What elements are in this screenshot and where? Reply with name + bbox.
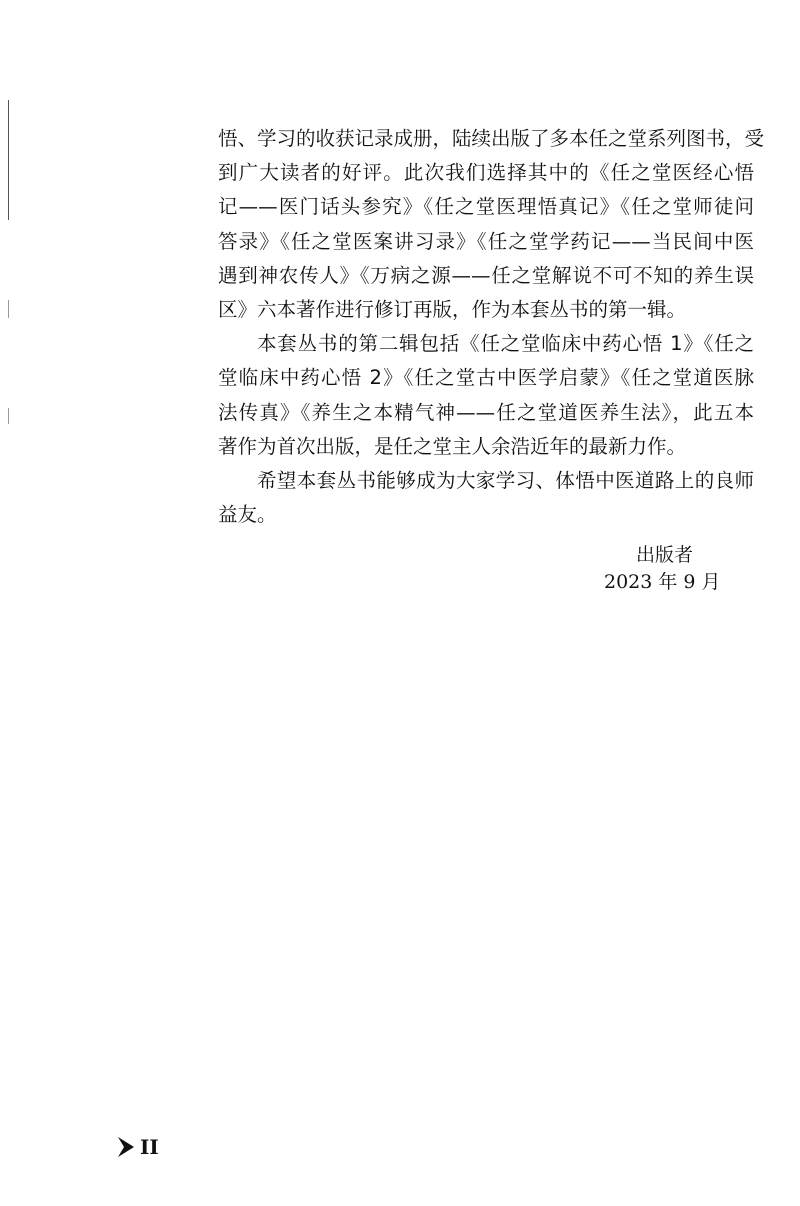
body-line: 遇到神农传人》《万病之源——任之堂解说不可不知的养生误 <box>218 263 754 287</box>
scan-edge-line <box>8 100 9 220</box>
page-arrow-icon <box>116 1136 136 1158</box>
body-line: 到广大读者的好评。此次我们选择其中的《任之堂医经心悟 <box>218 161 754 185</box>
signature-date: 2023 年 9 月 <box>604 571 721 593</box>
page-footer <box>116 1133 166 1161</box>
body-line: 答录》《任之堂医案讲习录》《任之堂学药记——当民间中医 <box>218 229 754 253</box>
page-number: II <box>140 1135 159 1159</box>
body-line: 堂临床中药心悟 2》《任之堂古中医学启蒙》《任之堂道医脉 <box>218 366 754 390</box>
body-line: 著作为首次出版，是任之堂主人余浩近年的最新力作。 <box>218 434 687 458</box>
body-line: 法传真》《养生之本精气神——任之堂道医养生法》，此五本 <box>218 400 754 424</box>
scan-edge-mark <box>8 408 9 424</box>
body-line: 益友。 <box>218 503 277 527</box>
body-line: 希望本套丛书能够成为大家学习、体悟中医道路上的良师 <box>257 468 754 492</box>
body-line: 记——医门话头参究》《任之堂医理悟真记》《任之堂师徒问 <box>218 195 754 219</box>
publisher-signature: 出版者 <box>636 544 694 566</box>
body-line: 区》六本著作进行修订再版，作为本套丛书的第一辑。 <box>218 297 687 321</box>
preface-body <box>218 122 765 532</box>
body-line: 悟、学习的收获记录成册，陆续出版了多本任之堂系列图书，受 <box>218 127 765 150</box>
body-line: 本套丛书的第二辑包括《任之堂临床中药心悟 1》《任之 <box>257 332 754 356</box>
scan-edge-mark <box>8 300 9 318</box>
